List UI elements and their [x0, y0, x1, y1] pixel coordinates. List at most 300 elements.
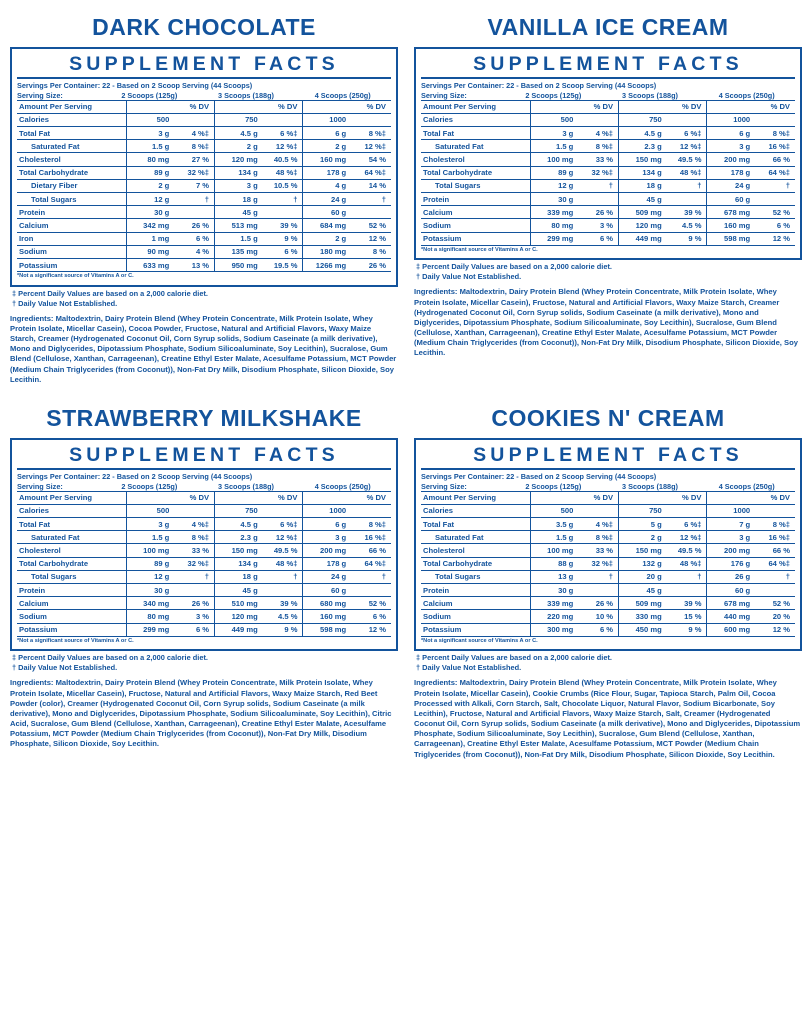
- nutrient-amount: 2 g: [126, 179, 173, 192]
- nutrient-dv: [577, 504, 618, 517]
- nutrient-amount: 45 g: [215, 206, 262, 219]
- serving-column-header: 3 Scoops (188g): [622, 481, 678, 491]
- nutrient-name: Total Carbohydrate: [421, 166, 530, 179]
- nutrient-amount: 500: [126, 113, 173, 126]
- nutrient-amount: 1.5 g: [530, 531, 577, 544]
- supplement-facts-box: [10, 47, 398, 287]
- nutrition-row: [17, 127, 391, 140]
- nutrient-amount: 45 g: [619, 584, 666, 597]
- servings-per-container: Servings Per Container: 22 - Based on 2 Scoop Serving (44 Scoops): [17, 81, 253, 91]
- nutrient-amount: 2.3 g: [619, 140, 666, 153]
- divider-thick: [421, 468, 795, 470]
- nutrient-name: Saturated Fat: [421, 140, 530, 153]
- nutrient-dv: 64 %‡: [350, 166, 391, 179]
- nutrient-dv: [754, 193, 795, 206]
- nutrient-amount: 450 mg: [619, 623, 666, 636]
- nutrition-row: [17, 610, 391, 623]
- nutrient-dv: †: [173, 570, 214, 583]
- nutrient-dv: 32 %‡: [173, 557, 214, 570]
- nutrient-amount: 200 mg: [707, 153, 754, 166]
- nutrient-amount: 180 mg: [303, 245, 350, 258]
- amount-per-serving-label: Amount Per Serving: [421, 100, 530, 113]
- nutrient-amount: 80 mg: [126, 610, 173, 623]
- nutrient-dv: 48 %‡: [262, 166, 303, 179]
- nutrient-amount: 45 g: [619, 193, 666, 206]
- nutrient-amount: 500: [530, 113, 577, 126]
- nutrition-row: [17, 597, 391, 610]
- serving-size-row: [421, 91, 795, 100]
- nutrient-dv: 4 %: [173, 245, 214, 258]
- nutrient-name: Cholesterol: [421, 153, 530, 166]
- nutrient-dv: 6 %: [173, 232, 214, 245]
- supplement-facts-heading: SUPPLEMENT FACTS: [473, 53, 743, 75]
- nutrition-row: [17, 557, 391, 570]
- nutrient-dv: 8 %‡: [173, 140, 214, 153]
- nutrient-dv: [262, 584, 303, 597]
- supplement-facts-heading: SUPPLEMENT FACTS: [69, 444, 339, 466]
- value-col-header: [530, 491, 577, 504]
- nutrient-amount: 4.5 g: [215, 127, 262, 140]
- nutrient-dv: 8 %‡: [173, 531, 214, 544]
- nutrient-amount: 30 g: [126, 584, 173, 597]
- nutrient-name: Calories: [17, 504, 126, 517]
- ingredients-label: Ingredients:: [414, 287, 458, 297]
- nutrient-amount: 1000: [303, 113, 350, 126]
- nutrient-dv: [350, 584, 391, 597]
- daily-value-notes: [414, 653, 802, 673]
- nutrient-name: Calories: [17, 113, 126, 126]
- value-col-header: [126, 100, 173, 113]
- divider-bottom: [17, 271, 391, 272]
- nutrition-row: [421, 127, 795, 140]
- nutrient-dv: †: [754, 179, 795, 192]
- nutrient-amount: 120 mg: [215, 153, 262, 166]
- dv-col-header: % DV: [577, 100, 618, 113]
- value-col-header: [215, 100, 262, 113]
- ingredients-text: Maltodextrin, Dairy Protein Blend (Whey Protein Concentrate, Milk Protein Isolate, Whey Protein Isolate, Micellar Casein), Fructose, Natural and Artificial Flavors, Waxy Maize Starch, Creamer (Hydrogenated Coconut Oil, Corn Syrup solids, Sodium Caseinate (a milk derivative), Mono and Diglycerides, Dipotassium Phosphate, Sodium Silicoaluminate, Soy Lecithin), Sucralose, Gum Blend (Cellulose, Xanthan, Carrageenan), Creatine Ethyl Ester Malate, Acesulfame Potassium, MCT Powder (Medium Chain Triglycerides (from Coconut)), Non-Fat Dry Milk, Disodium Phosphate, Silicon Dioxide, Soy Lecithin.: [414, 287, 798, 358]
- serving-column-header: 3 Scoops (188g): [218, 90, 274, 100]
- nutrient-amount: 88 g: [530, 557, 577, 570]
- dv-col-header: % DV: [754, 491, 795, 504]
- nutrient-dv: 12 %‡: [350, 140, 391, 153]
- nutrient-dv: [754, 504, 795, 517]
- nutrient-amount: 1.5 g: [126, 140, 173, 153]
- nutrient-amount: 678 mg: [707, 206, 754, 219]
- nutrient-dv: 10 %: [577, 610, 618, 623]
- ingredients-text: Maltodextrin, Dairy Protein Blend (Whey Protein Concentrate, Milk Protein Isolate, Whey Protein Isolate, Micellar Casein), Cookie Crumbs (Rice Flour, Sugar, Tapioca Starch, Palm Oil, Cocoa Processed with Alkali, Corn Starch, Salt, Chocolate Liquor, Natural Flavor, Sodium Bicarbonate, Soy Lecithin), Fructose, Natural and Artificial Flavors, Waxy Maize Starch, Salt, Creamer (Hydrogenated Coconut Oil, Corn Syrup solids, Sodium Caseinate (a milk derivative), Mono and Diglycerides, Dipotassium Phosphate, Sodium Silicoaluminate, Soy Lecithin), Sucralose, Gum Blend (Cellulose, Xanthan, Carrageenan), Creatine Ethyl Ester Malate, Acesulfame Potassium, MCT Powder (Medium Chain Triglycerides (from Coconut)), Non-Fat Dry Milk, Disodium Phosphate, Silicon Dioxide, Soy Lecithin.: [414, 678, 801, 759]
- nutrition-row: [421, 518, 795, 531]
- ingredients-text: Maltodextrin, Dairy Protein Blend (Whey Protein Concentrate, Milk Protein Isolate, Whey Protein Isolate, Micellar Casein), Fructose, Natural and Artificial Flavors, Waxy Maize Starch, Red Beet Powder (color), Creamer (Hydrogenated Coconut Oil, Corn Syrup solids, Sodium Caseinate (a milk derivative), Mono and Diglycerides, Dipotassium Phosphate, Sodium Silicoaluminate, Soy Lecithin), Citric Acid, Sucralose, Gum Blend (Cellulose, Xanthan, Carrageenan), Creatine Ethyl Ester Malate, Acesulfame Potassium, MCT Powder (Medium Chain Triglycerides (from Coconut)), Non-Fat Dry Milk, Disodium Phosphate, Silicon Dioxide, Soy Lecithin.: [10, 678, 392, 749]
- nutrient-amount: 60 g: [707, 584, 754, 597]
- nutrient-dv: 27 %: [173, 153, 214, 166]
- nutrient-amount: 220 mg: [530, 610, 577, 623]
- value-col-header: [215, 491, 262, 504]
- nutrient-dv: 64 %‡: [754, 166, 795, 179]
- nutrient-amount: 176 g: [707, 557, 754, 570]
- nutrient-amount: 89 g: [126, 166, 173, 179]
- nutrient-dv: [262, 504, 303, 517]
- nutrient-amount: 1 mg: [126, 232, 173, 245]
- nutrient-dv: 26 %: [577, 206, 618, 219]
- nutrient-amount: 200 mg: [303, 544, 350, 557]
- nutrient-amount: 3 g: [707, 531, 754, 544]
- nutrient-name: Total Carbohydrate: [421, 557, 530, 570]
- nutrient-amount: 342 mg: [126, 219, 173, 232]
- nutrient-dv: 39 %: [262, 219, 303, 232]
- nutrient-amount: 100 mg: [530, 153, 577, 166]
- nutrient-amount: 120 mg: [619, 219, 666, 232]
- serving-size-label: Serving Size:: [17, 481, 63, 491]
- nutrient-dv: 8 %‡: [350, 518, 391, 531]
- nutrient-dv: 64 %‡: [350, 557, 391, 570]
- nutrient-dv: 39 %: [262, 597, 303, 610]
- nutrient-dv: 52 %: [350, 597, 391, 610]
- nutrient-dv: †: [262, 570, 303, 583]
- nutrition-row: [421, 597, 795, 610]
- serving-column-header: 3 Scoops (188g): [622, 90, 678, 100]
- nutrient-amount: 1.5 g: [126, 531, 173, 544]
- nutrient-dv: †: [577, 570, 618, 583]
- nutrient-dv: 66 %: [754, 153, 795, 166]
- nutrient-name: Protein: [421, 584, 530, 597]
- nutrient-name: Cholesterol: [421, 544, 530, 557]
- nutrition-row: [17, 113, 391, 126]
- nutrient-amount: 30 g: [126, 206, 173, 219]
- nutrient-name: Calcium: [421, 597, 530, 610]
- nutrient-dv: 4 %‡: [577, 127, 618, 140]
- nutrient-amount: 598 mg: [303, 623, 350, 636]
- servings-per-container: Servings Per Container: 22 - Based on 2 Scoop Serving (44 Scoops): [17, 472, 253, 482]
- nutrient-amount: 3 g: [215, 179, 262, 192]
- ingredients-label: Ingredients:: [10, 313, 54, 323]
- ingredients-block: [414, 287, 802, 358]
- note-percent-dv: ‡ Percent Daily Values are based on a 2,000 calorie diet.: [416, 262, 612, 272]
- nutrient-amount: 513 mg: [215, 219, 262, 232]
- nutrient-dv: †: [262, 193, 303, 206]
- divider-thick: [17, 468, 391, 470]
- footnote-vitamins: *Not a significant source of Vitamins A or C.: [17, 273, 134, 280]
- dv-col-header: % DV: [754, 100, 795, 113]
- nutrition-row: [17, 179, 391, 192]
- supplement-panel-strawberry-milkshake: [10, 395, 398, 760]
- nutrient-amount: 150 mg: [215, 544, 262, 557]
- nutrient-amount: 680 mg: [303, 597, 350, 610]
- nutrient-name: Total Fat: [17, 518, 126, 531]
- nutrition-row: [421, 113, 795, 126]
- nutrient-dv: 6 %: [173, 623, 214, 636]
- nutrient-dv: 12 %: [350, 623, 391, 636]
- nutrient-amount: 2.3 g: [215, 531, 262, 544]
- nutrition-row: [421, 557, 795, 570]
- nutrition-row: [17, 140, 391, 153]
- nutrient-name: Saturated Fat: [17, 140, 126, 153]
- amount-per-serving-label: Amount Per Serving: [17, 491, 126, 504]
- nutrient-dv: 6 %: [577, 623, 618, 636]
- nutrient-amount: 4.5 g: [215, 518, 262, 531]
- nutrient-dv: [666, 504, 707, 517]
- nutrient-dv: 26 %: [173, 219, 214, 232]
- nutrient-dv: 8 %‡: [754, 518, 795, 531]
- serving-column-header: 2 Scoops (125g): [121, 90, 178, 100]
- nutrient-name: Potassium: [17, 623, 126, 636]
- note-dv-not-established: † Daily Value Not Established.: [416, 272, 522, 282]
- serving-column-header: 2 Scoops (125g): [525, 90, 582, 100]
- value-col-header: [303, 100, 350, 113]
- nutrient-dv: 14 %: [350, 179, 391, 192]
- nutrient-dv: 12 %: [350, 232, 391, 245]
- nutrient-name: Protein: [17, 206, 126, 219]
- nutrient-name: Total Sugars: [17, 193, 126, 206]
- value-col-header: [303, 491, 350, 504]
- supplement-facts-box: [414, 47, 802, 260]
- nutrient-name: Calcium: [17, 597, 126, 610]
- nutrient-name: Sodium: [421, 219, 530, 232]
- nutrient-dv: 10.5 %: [262, 179, 303, 192]
- nutrient-dv: 13 %: [173, 258, 214, 271]
- value-col-header: [126, 491, 173, 504]
- nutrient-dv: [577, 113, 618, 126]
- nutrient-amount: 24 g: [303, 193, 350, 206]
- nutrient-amount: 510 mg: [215, 597, 262, 610]
- nutrition-row: [421, 544, 795, 557]
- ingredients-block: [10, 678, 398, 749]
- daily-value-notes: [10, 289, 398, 309]
- dv-col-header: % DV: [350, 491, 391, 504]
- table-header-row: [17, 491, 391, 504]
- nutrient-dv: 40.5 %: [262, 153, 303, 166]
- nutrient-dv: 3 %: [173, 610, 214, 623]
- nutrient-name: Total Sugars: [421, 570, 530, 583]
- nutrient-amount: 150 mg: [619, 544, 666, 557]
- nutrient-dv: 6 %: [754, 219, 795, 232]
- nutrition-row: [421, 219, 795, 232]
- nutrient-name: Saturated Fat: [421, 531, 530, 544]
- nutrition-row: [17, 570, 391, 583]
- note-percent-dv: ‡ Percent Daily Values are based on a 2,000 calorie diet.: [12, 653, 208, 663]
- nutrient-dv: 52 %: [754, 597, 795, 610]
- nutrient-dv: [173, 206, 214, 219]
- ingredients-block: [10, 314, 398, 385]
- nutrient-dv: 26 %: [173, 597, 214, 610]
- nutrient-name: Cholesterol: [17, 544, 126, 557]
- nutrient-amount: 1266 mg: [303, 258, 350, 271]
- divider-bottom: [17, 636, 391, 637]
- nutrition-table: [17, 491, 391, 636]
- serving-size-row: [17, 91, 391, 100]
- nutrient-amount: 633 mg: [126, 258, 173, 271]
- dv-col-header: % DV: [173, 491, 214, 504]
- nutrient-name: Saturated Fat: [17, 531, 126, 544]
- nutrition-row: [17, 584, 391, 597]
- nutrient-dv: [666, 113, 707, 126]
- nutrient-dv: 49.5 %: [262, 544, 303, 557]
- ingredients-text: Maltodextrin, Dairy Protein Blend (Whey Protein Concentrate, Milk Protein Isolate, Whey Protein Isolate, Micellar Casein), Cocoa Powder, Fructose, Natural and Artificial Flavors, Waxy Maize Starch, Creamer (Hydrogenated Coconut Oil, Corn Syrup solids, Sodium Caseinate (a milk derivative), Mono and Diglycerides, Dipotassium Phosphate, Sodium Silicoaluminate, Soy Lecithin), Sucralose, Gum Blend (Cellulose, Xanthan, Carrageenan), Creatine Ethyl Ester Malate, Acesulfame Potassium, MCT Powder (Medium Chain Triglycerides (from Coconut)), Non-Fat Dry Milk, Disodium Phosphate, Silicon Dioxide, Soy Lecithin.: [10, 313, 397, 384]
- value-col-header: [530, 100, 577, 113]
- dv-col-header: % DV: [350, 100, 391, 113]
- nutrition-row: [421, 570, 795, 583]
- nutrient-amount: 4 g: [303, 179, 350, 192]
- nutrient-amount: 1.5 g: [215, 232, 262, 245]
- dv-col-header: % DV: [666, 100, 707, 113]
- nutrient-dv: 9 %: [666, 623, 707, 636]
- nutrient-dv: 9 %: [262, 623, 303, 636]
- divider-bottom: [421, 245, 795, 246]
- nutrient-dv: 32 %‡: [577, 557, 618, 570]
- nutrient-amount: 1000: [707, 504, 754, 517]
- nutrient-dv: †: [173, 193, 214, 206]
- nutrition-row: [17, 531, 391, 544]
- nutrition-row: [421, 153, 795, 166]
- nutrition-row: [421, 166, 795, 179]
- nutrient-dv: 12 %: [754, 623, 795, 636]
- nutrient-amount: 750: [215, 504, 262, 517]
- supplement-facts-box: [10, 438, 398, 651]
- nutrient-dv: [577, 193, 618, 206]
- nutrient-name: Potassium: [421, 232, 530, 245]
- nutrient-dv: 48 %‡: [262, 557, 303, 570]
- nutrient-amount: 6 g: [707, 127, 754, 140]
- supplement-facts-heading: SUPPLEMENT FACTS: [69, 53, 339, 75]
- nutrition-row: [17, 193, 391, 206]
- ingredients-label: Ingredients:: [10, 678, 54, 688]
- nutrient-amount: 5 g: [619, 518, 666, 531]
- nutrient-amount: 18 g: [215, 193, 262, 206]
- note-percent-dv: ‡ Percent Daily Values are based on a 2,000 calorie diet.: [416, 653, 612, 663]
- flavor-title: VANILLA ICE CREAM: [487, 14, 729, 40]
- panel-grid: [10, 4, 802, 770]
- serving-column-header: 4 Scoops (250g): [314, 90, 371, 100]
- nutrient-dv: 66 %: [350, 544, 391, 557]
- nutrient-dv: 4 %‡: [577, 518, 618, 531]
- nutrient-amount: 135 mg: [215, 245, 262, 258]
- serving-size-row: [421, 482, 795, 491]
- nutrition-row: [421, 610, 795, 623]
- nutrient-amount: 160 mg: [303, 153, 350, 166]
- flavor-title: COOKIES N' CREAM: [491, 405, 725, 431]
- nutrient-amount: 340 mg: [126, 597, 173, 610]
- nutrient-dv: 7 %: [173, 179, 214, 192]
- serving-column-header: 2 Scoops (125g): [121, 481, 178, 491]
- nutrient-amount: 24 g: [707, 179, 754, 192]
- supplement-panel-cookies-n-cream: [414, 395, 802, 760]
- nutrient-dv: †: [350, 570, 391, 583]
- nutrient-name: Total Fat: [17, 127, 126, 140]
- nutrient-amount: 3 g: [126, 518, 173, 531]
- nutrition-row: [17, 153, 391, 166]
- nutrient-name: Calcium: [17, 219, 126, 232]
- nutrient-name: Calcium: [421, 206, 530, 219]
- nutrient-dv: 4.5 %: [666, 219, 707, 232]
- nutrition-row: [421, 179, 795, 192]
- nutrient-amount: 45 g: [215, 584, 262, 597]
- nutrient-dv: [754, 584, 795, 597]
- nutrition-row: [421, 206, 795, 219]
- nutrient-dv: 12 %‡: [262, 140, 303, 153]
- nutrient-amount: 330 mg: [619, 610, 666, 623]
- nutrient-amount: 3 g: [126, 127, 173, 140]
- nutrient-dv: 8 %‡: [577, 531, 618, 544]
- nutrient-name: Sodium: [421, 610, 530, 623]
- nutrient-amount: 7 g: [707, 518, 754, 531]
- nutrient-amount: 30 g: [530, 193, 577, 206]
- nutrient-amount: 132 g: [619, 557, 666, 570]
- nutrition-row: [17, 232, 391, 245]
- value-col-header: [707, 100, 754, 113]
- nutrient-dv: 4.5 %: [262, 610, 303, 623]
- nutrient-dv: 48 %‡: [666, 557, 707, 570]
- nutrient-amount: 80 mg: [530, 219, 577, 232]
- nutrient-amount: 6 g: [303, 127, 350, 140]
- value-col-header: [619, 491, 666, 504]
- nutrient-dv: 15 %: [666, 610, 707, 623]
- nutrition-table: [421, 491, 795, 636]
- nutrient-amount: 750: [215, 113, 262, 126]
- nutrient-dv: [262, 206, 303, 219]
- nutrient-amount: 13 g: [530, 570, 577, 583]
- nutrient-dv: 16 %‡: [350, 531, 391, 544]
- nutrient-amount: 134 g: [215, 557, 262, 570]
- nutrient-dv: [350, 113, 391, 126]
- nutrient-dv: [577, 584, 618, 597]
- nutrition-row: [17, 245, 391, 258]
- nutrient-name: Total Carbohydrate: [17, 166, 126, 179]
- nutrient-dv: 6 %‡: [666, 127, 707, 140]
- value-col-header: [619, 100, 666, 113]
- nutrient-dv: 16 %‡: [754, 531, 795, 544]
- nutrition-row: [421, 193, 795, 206]
- nutrient-dv: †: [577, 179, 618, 192]
- nutrition-row: [17, 544, 391, 557]
- nutrient-dv: 49.5 %: [666, 153, 707, 166]
- nutrient-dv: 9 %: [666, 232, 707, 245]
- nutrient-dv: 20 %: [754, 610, 795, 623]
- nutrient-amount: 100 mg: [126, 544, 173, 557]
- nutrient-name: Potassium: [17, 258, 126, 271]
- nutrition-table: [421, 100, 795, 245]
- nutrient-amount: 89 g: [530, 166, 577, 179]
- nutrient-dv: 12 %‡: [262, 531, 303, 544]
- nutrient-amount: 134 g: [619, 166, 666, 179]
- nutrient-amount: 299 mg: [530, 232, 577, 245]
- nutrient-amount: 684 mg: [303, 219, 350, 232]
- nutrient-dv: 4 %‡: [173, 518, 214, 531]
- nutrient-name: Dietary Fiber: [17, 179, 126, 192]
- nutrient-dv: [173, 584, 214, 597]
- nutrient-amount: 3 g: [303, 531, 350, 544]
- nutrient-amount: 2 g: [303, 232, 350, 245]
- nutrition-row: [17, 219, 391, 232]
- nutrient-amount: 26 g: [707, 570, 754, 583]
- nutrient-dv: 33 %: [173, 544, 214, 557]
- nutrient-amount: 60 g: [303, 584, 350, 597]
- footnote-vitamins: *Not a significant source of Vitamins A or C.: [17, 637, 134, 644]
- nutrient-amount: 20 g: [619, 570, 666, 583]
- note-dv-not-established: † Daily Value Not Established.: [12, 298, 118, 308]
- nutrient-name: Total Fat: [421, 127, 530, 140]
- table-header-row: [421, 100, 795, 113]
- nutrient-dv: 6 %‡: [666, 518, 707, 531]
- nutrient-amount: 160 mg: [303, 610, 350, 623]
- ingredients-label: Ingredients:: [414, 678, 458, 688]
- nutrient-amount: 600 mg: [707, 623, 754, 636]
- nutrient-dv: †: [666, 179, 707, 192]
- nutrient-amount: 2 g: [303, 140, 350, 153]
- nutrient-dv: [666, 193, 707, 206]
- nutrient-dv: 19.5 %: [262, 258, 303, 271]
- nutrient-amount: 200 mg: [707, 544, 754, 557]
- nutrient-dv: 32 %‡: [577, 166, 618, 179]
- nutrient-dv: 6 %: [577, 232, 618, 245]
